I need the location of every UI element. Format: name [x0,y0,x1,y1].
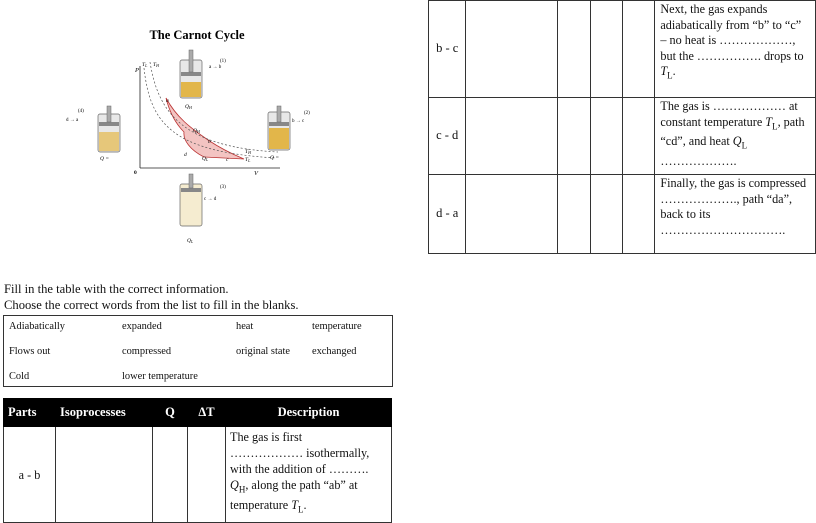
header-parts: Parts [4,399,56,427]
blank-cell[interactable] [623,175,655,254]
lower-process-table [3,398,392,523]
word-lower-temperature[interactable]: lower temperature [122,371,198,382]
word-exchanged[interactable]: exchanged [312,346,357,357]
header-delta-t: ΔT [188,399,226,427]
instruction-line-2: Choose the correct words from the list to fill in the blanks. [4,298,299,312]
svg-text:d → a: d → a [66,118,79,123]
table-row-d-a [429,175,816,254]
description-cell: The gas is ……………… at constant temperature $T_L$, path “cd”, and heat $Q_L$ ………………. [655,98,816,175]
blank-cell[interactable] [623,1,655,98]
qh-curve-label: QH [193,128,200,134]
description-cell: The gas is first ……………… isothermally, with the addition of ………. $Q_H$, along the path “ab” at temperature $T_L$. [226,427,392,523]
svg-text:(4): (4) [78,109,84,114]
cycle-area [166,98,244,159]
p-axis-label: P [135,67,139,74]
svg-text:Q =: Q = [270,155,280,161]
point-d: d [184,152,187,158]
svg-text:Q =: Q = [100,156,110,162]
word-temperature[interactable]: temperature [312,321,362,332]
blank-cell[interactable] [623,98,655,175]
svg-text:QL: QL [187,238,194,244]
svg-text:(2): (2) [304,111,310,116]
word-adiabatically[interactable]: Adiabatically [9,321,65,332]
isoprocess-cell[interactable] [466,175,558,254]
word-original-state[interactable]: original state [236,346,290,357]
header-row [4,399,392,427]
q-cell[interactable] [557,175,590,254]
isoprocess-cell[interactable] [56,427,153,523]
isoprocess-cell[interactable] [466,98,558,175]
origin-label: 0 [134,170,137,176]
diagram-title: The Carnot Cycle [149,28,245,42]
cylinder-3 [180,174,226,244]
svg-text:b → c: b → c [292,119,305,124]
point-b: b [208,139,211,145]
iso-th-top-label: TL [142,62,148,68]
word-expanded[interactable]: expanded [122,321,162,332]
carnot-cycle-diagram [62,22,332,254]
header-isoprocesses: Isoprocesses [56,399,153,427]
svg-text:QH: QH [185,104,192,110]
header-description: Description [226,399,392,427]
word-heat[interactable]: heat [236,321,254,332]
part-cell: b - c [429,1,466,98]
point-a: a [166,98,169,104]
v-axis-label: V [254,170,258,177]
cylinder-4 [66,106,120,162]
isoprocess-cell[interactable] [466,1,558,98]
cylinder-1 [180,50,226,110]
svg-text:a → b: a → b [209,65,222,70]
svg-text:c → d: c → d [204,197,217,202]
table-row-c-d [429,98,816,175]
word-flows-out[interactable]: Flows out [9,346,51,357]
word-compressed[interactable]: compressed [122,346,172,357]
table-row-b-c [429,1,816,98]
part-cell: c - d [429,98,466,175]
right-process-table [428,0,816,254]
svg-text:(1): (1) [220,59,226,64]
q-cell[interactable] [557,98,590,175]
description-cell: Next, the gas expands adiabatically from “b” to “c” – no heat is ………………, but the ……………. drops to $T_L$. [655,1,816,98]
instruction-line-1: Fill in the table with the correct information. [4,282,229,296]
dt-cell[interactable] [591,98,623,175]
ql-curve-label: QL [202,156,209,162]
description-cell: Finally, the gas is compressed ………………., path “da”, back to its …………………………. [655,175,816,254]
iso-tl-top-label: TH [153,62,159,68]
point-c: c [226,157,229,163]
dt-cell[interactable] [188,427,226,523]
cylinder-2 [268,106,310,161]
header-q: Q [153,399,188,427]
q-cell[interactable] [557,1,590,98]
part-cell: d - a [429,175,466,254]
word-bank [3,315,393,387]
svg-text:(3): (3) [220,185,226,190]
word-cold[interactable]: Cold [9,371,30,382]
part-cell: a - b [4,427,56,523]
dt-cell[interactable] [591,1,623,98]
table-row-a-b [4,427,392,523]
iso-th-right-label: TH [245,149,251,155]
q-cell[interactable] [153,427,188,523]
dt-cell[interactable] [591,175,623,254]
iso-tl-right-label: TL [245,157,251,163]
